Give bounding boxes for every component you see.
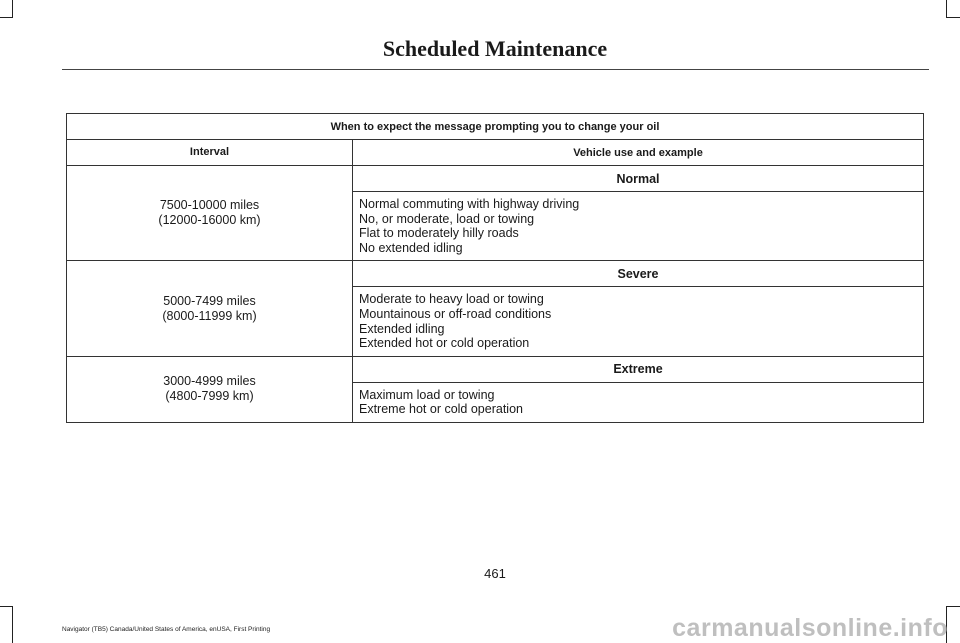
conditions-cell: [353, 382, 924, 422]
interval-miles: 7500-10000 miles: [159, 198, 260, 213]
crop-mark-top-left-h: [0, 17, 13, 18]
interval-miles: 5000-7499 miles: [163, 293, 256, 308]
conditions-cell: [353, 287, 924, 356]
interval-miles: 3000-4999 miles: [163, 374, 256, 389]
crop-mark-top-right-v: [946, 0, 947, 17]
table-caption-row: [67, 114, 924, 140]
crop-mark-top-left-v: [12, 0, 13, 17]
column-header-vehicle-use: Vehicle use and example: [353, 140, 924, 166]
page-number: 461: [484, 566, 506, 581]
category-label: Extreme: [353, 356, 924, 382]
conditions-cell: [353, 192, 924, 261]
table-row: [67, 261, 924, 287]
page-title: Scheduled Maintenance: [382, 36, 608, 61]
table-header-row: [67, 140, 924, 166]
interval-km: (8000-11999 km): [162, 308, 257, 323]
column-header-interval: Interval: [67, 140, 353, 166]
category-label: Normal: [353, 166, 924, 192]
interval-cell: [67, 356, 353, 422]
table-row: [67, 356, 924, 382]
interval-cell: [67, 166, 353, 261]
condition-item: Extreme hot or cold operation: [359, 402, 523, 417]
header-rule: [62, 69, 929, 70]
table-caption: When to expect the message prompting you to change your oil: [67, 114, 924, 140]
condition-item: No, or moderate, load or towing: [359, 211, 535, 226]
condition-item: Mountainous or off-road conditions: [359, 306, 552, 321]
crop-mark-top-right-h: [946, 17, 960, 18]
table-row: [67, 166, 924, 192]
crop-mark-bottom-left-h: [0, 606, 13, 607]
condition-item: Extended hot or cold operation: [359, 336, 530, 351]
condition-item: Moderate to heavy load or towing: [359, 292, 544, 307]
condition-item: Maximum load or towing: [359, 387, 495, 402]
crop-mark-bottom-right-h: [946, 606, 960, 607]
interval-km: (12000-16000 km): [158, 213, 261, 228]
edition-footer: Navigator (TB5) Canada/United States of America, enUSA, First Printing: [62, 626, 271, 633]
interval-cell: [67, 261, 353, 356]
interval-km: (4800-7999 km): [165, 389, 254, 404]
condition-item: Flat to moderately hilly roads: [359, 226, 519, 241]
crop-mark-bottom-left-v: [12, 606, 13, 643]
watermark: carmanualsonline.info: [672, 614, 948, 642]
condition-item: Normal commuting with highway driving: [359, 197, 580, 211]
condition-item: No extended idling: [359, 240, 463, 255]
oil-change-table: [66, 113, 924, 423]
category-label: Severe: [353, 261, 924, 287]
condition-item: Extended idling: [359, 321, 445, 336]
